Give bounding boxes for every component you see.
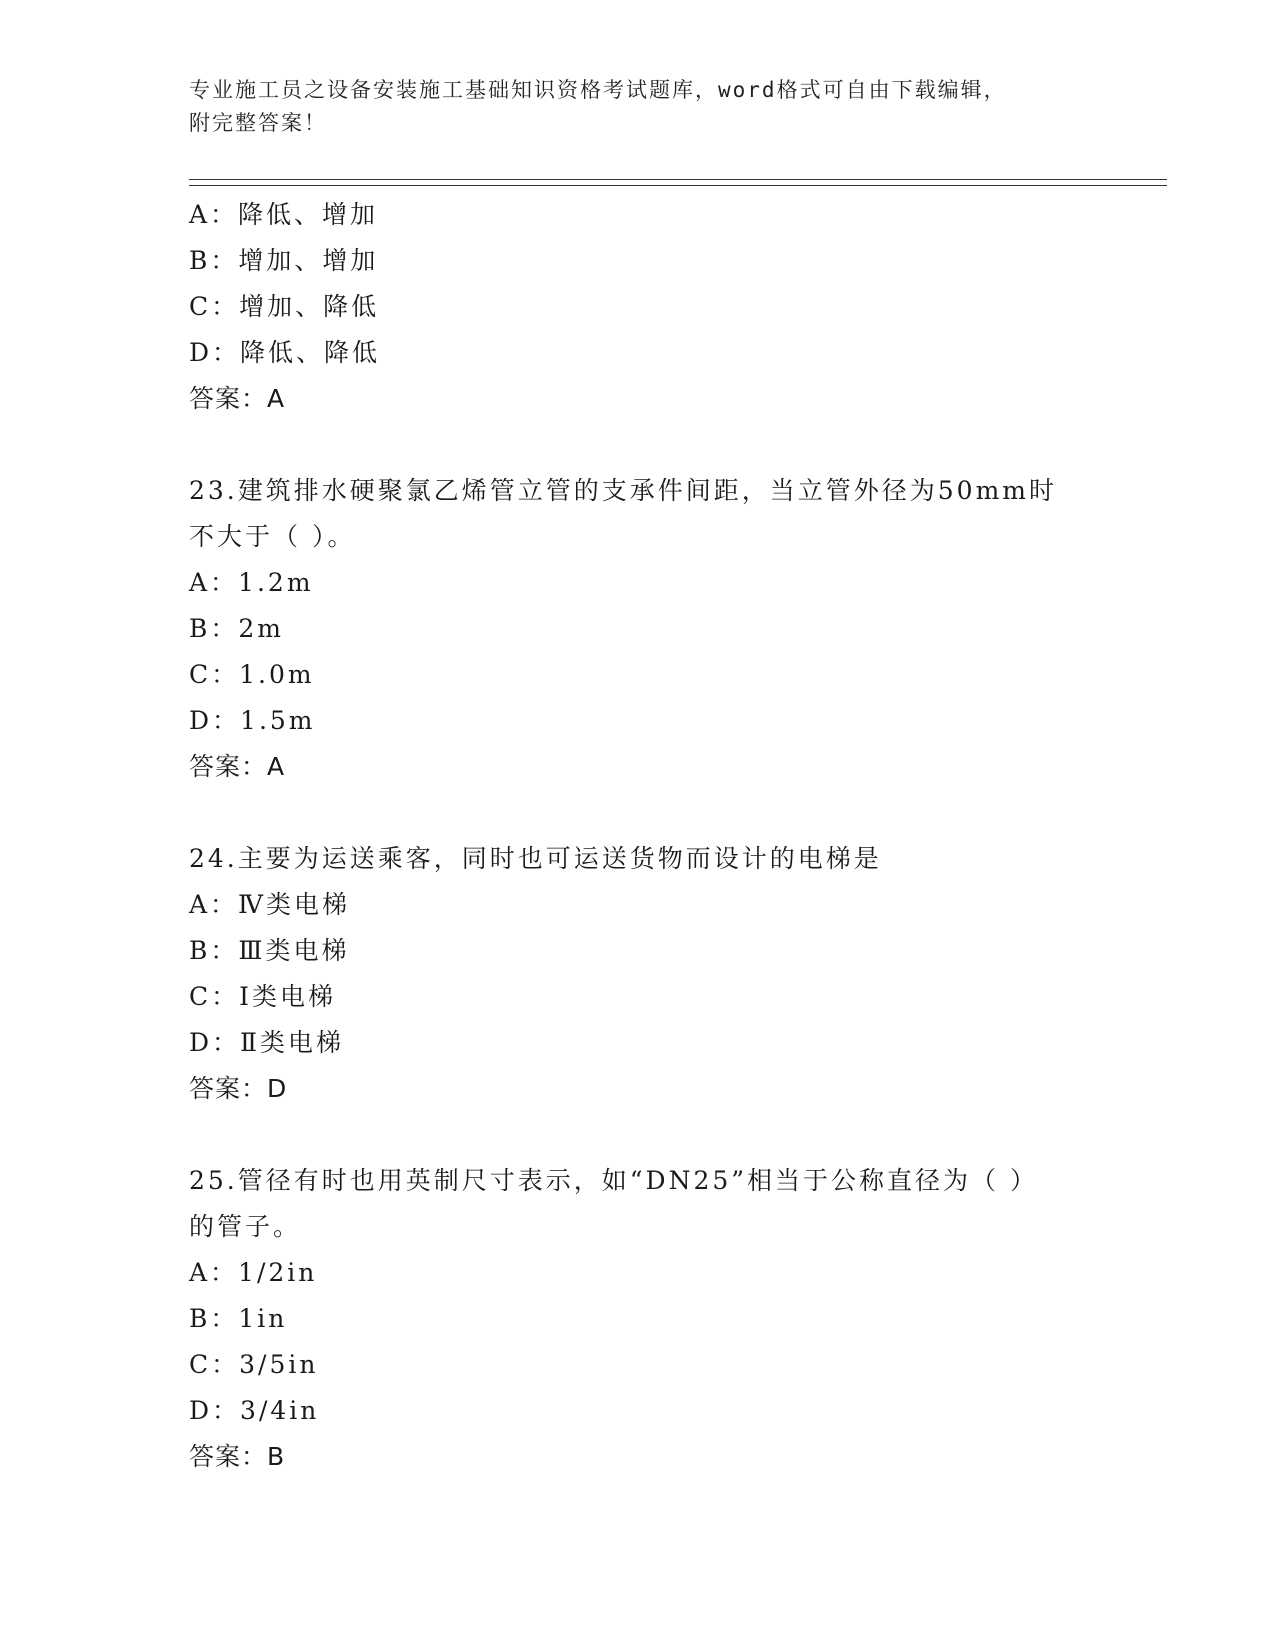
option-d: D：降低、降低 <box>189 338 381 367</box>
option-c: C：Ⅰ类电梯 <box>189 982 337 1011</box>
header-divider-top <box>189 179 1167 180</box>
option-a: A：1/2in <box>189 1258 318 1287</box>
question-22 <box>189 192 1089 422</box>
spacer <box>189 422 1089 468</box>
option-a: A：降低、增加 <box>189 200 379 229</box>
option-b: B：2m <box>189 614 284 643</box>
question-list <box>189 192 1089 1480</box>
document-header <box>189 74 1069 140</box>
question-stem-cont: 的管子。 <box>189 1212 302 1241</box>
answer-line: 答案：A <box>189 384 286 413</box>
option-d: D：1.5m <box>189 706 316 735</box>
answer-line: 答案：D <box>189 1074 288 1103</box>
option-c: C：增加、降低 <box>189 292 380 321</box>
option-d: D：3/4in <box>189 1396 320 1425</box>
option-c: C：1.0m <box>189 660 315 689</box>
question-stem-cont: 不大于（ ）。 <box>189 522 356 551</box>
option-a: A：Ⅳ类电梯 <box>189 890 351 919</box>
header-divider-bottom <box>189 185 1167 186</box>
question-25 <box>189 1158 1089 1480</box>
option-c: C：3/5in <box>189 1350 319 1379</box>
option-d: D：Ⅱ类电梯 <box>189 1028 345 1057</box>
header-line-1: 专业施工员之设备安装施工基础知识资格考试题库，word格式可自由下载编辑， <box>189 78 1007 102</box>
question-stem: 25.管径有时也用英制尺寸表示，如“DN25”相当于公称直径为（ ） <box>189 1166 1038 1195</box>
header-line-2: 附完整答案！ <box>189 111 327 135</box>
question-stem: 24.主要为运送乘客，同时也可运送货物而设计的电梯是 <box>189 844 882 873</box>
option-b: B：1in <box>189 1304 288 1333</box>
spacer <box>189 1112 1089 1158</box>
option-a: A：1.2m <box>189 568 314 597</box>
question-24 <box>189 836 1089 1112</box>
spacer <box>189 790 1089 836</box>
option-b: B：增加、增加 <box>189 246 379 275</box>
answer-line: 答案：A <box>189 752 286 781</box>
question-23 <box>189 468 1089 790</box>
option-b: B：Ⅲ类电梯 <box>189 936 350 965</box>
question-stem: 23.建筑排水硬聚氯乙烯管立管的支承件间距，当立管外径为50mm时 <box>189 476 1057 505</box>
answer-line: 答案：B <box>189 1442 286 1471</box>
